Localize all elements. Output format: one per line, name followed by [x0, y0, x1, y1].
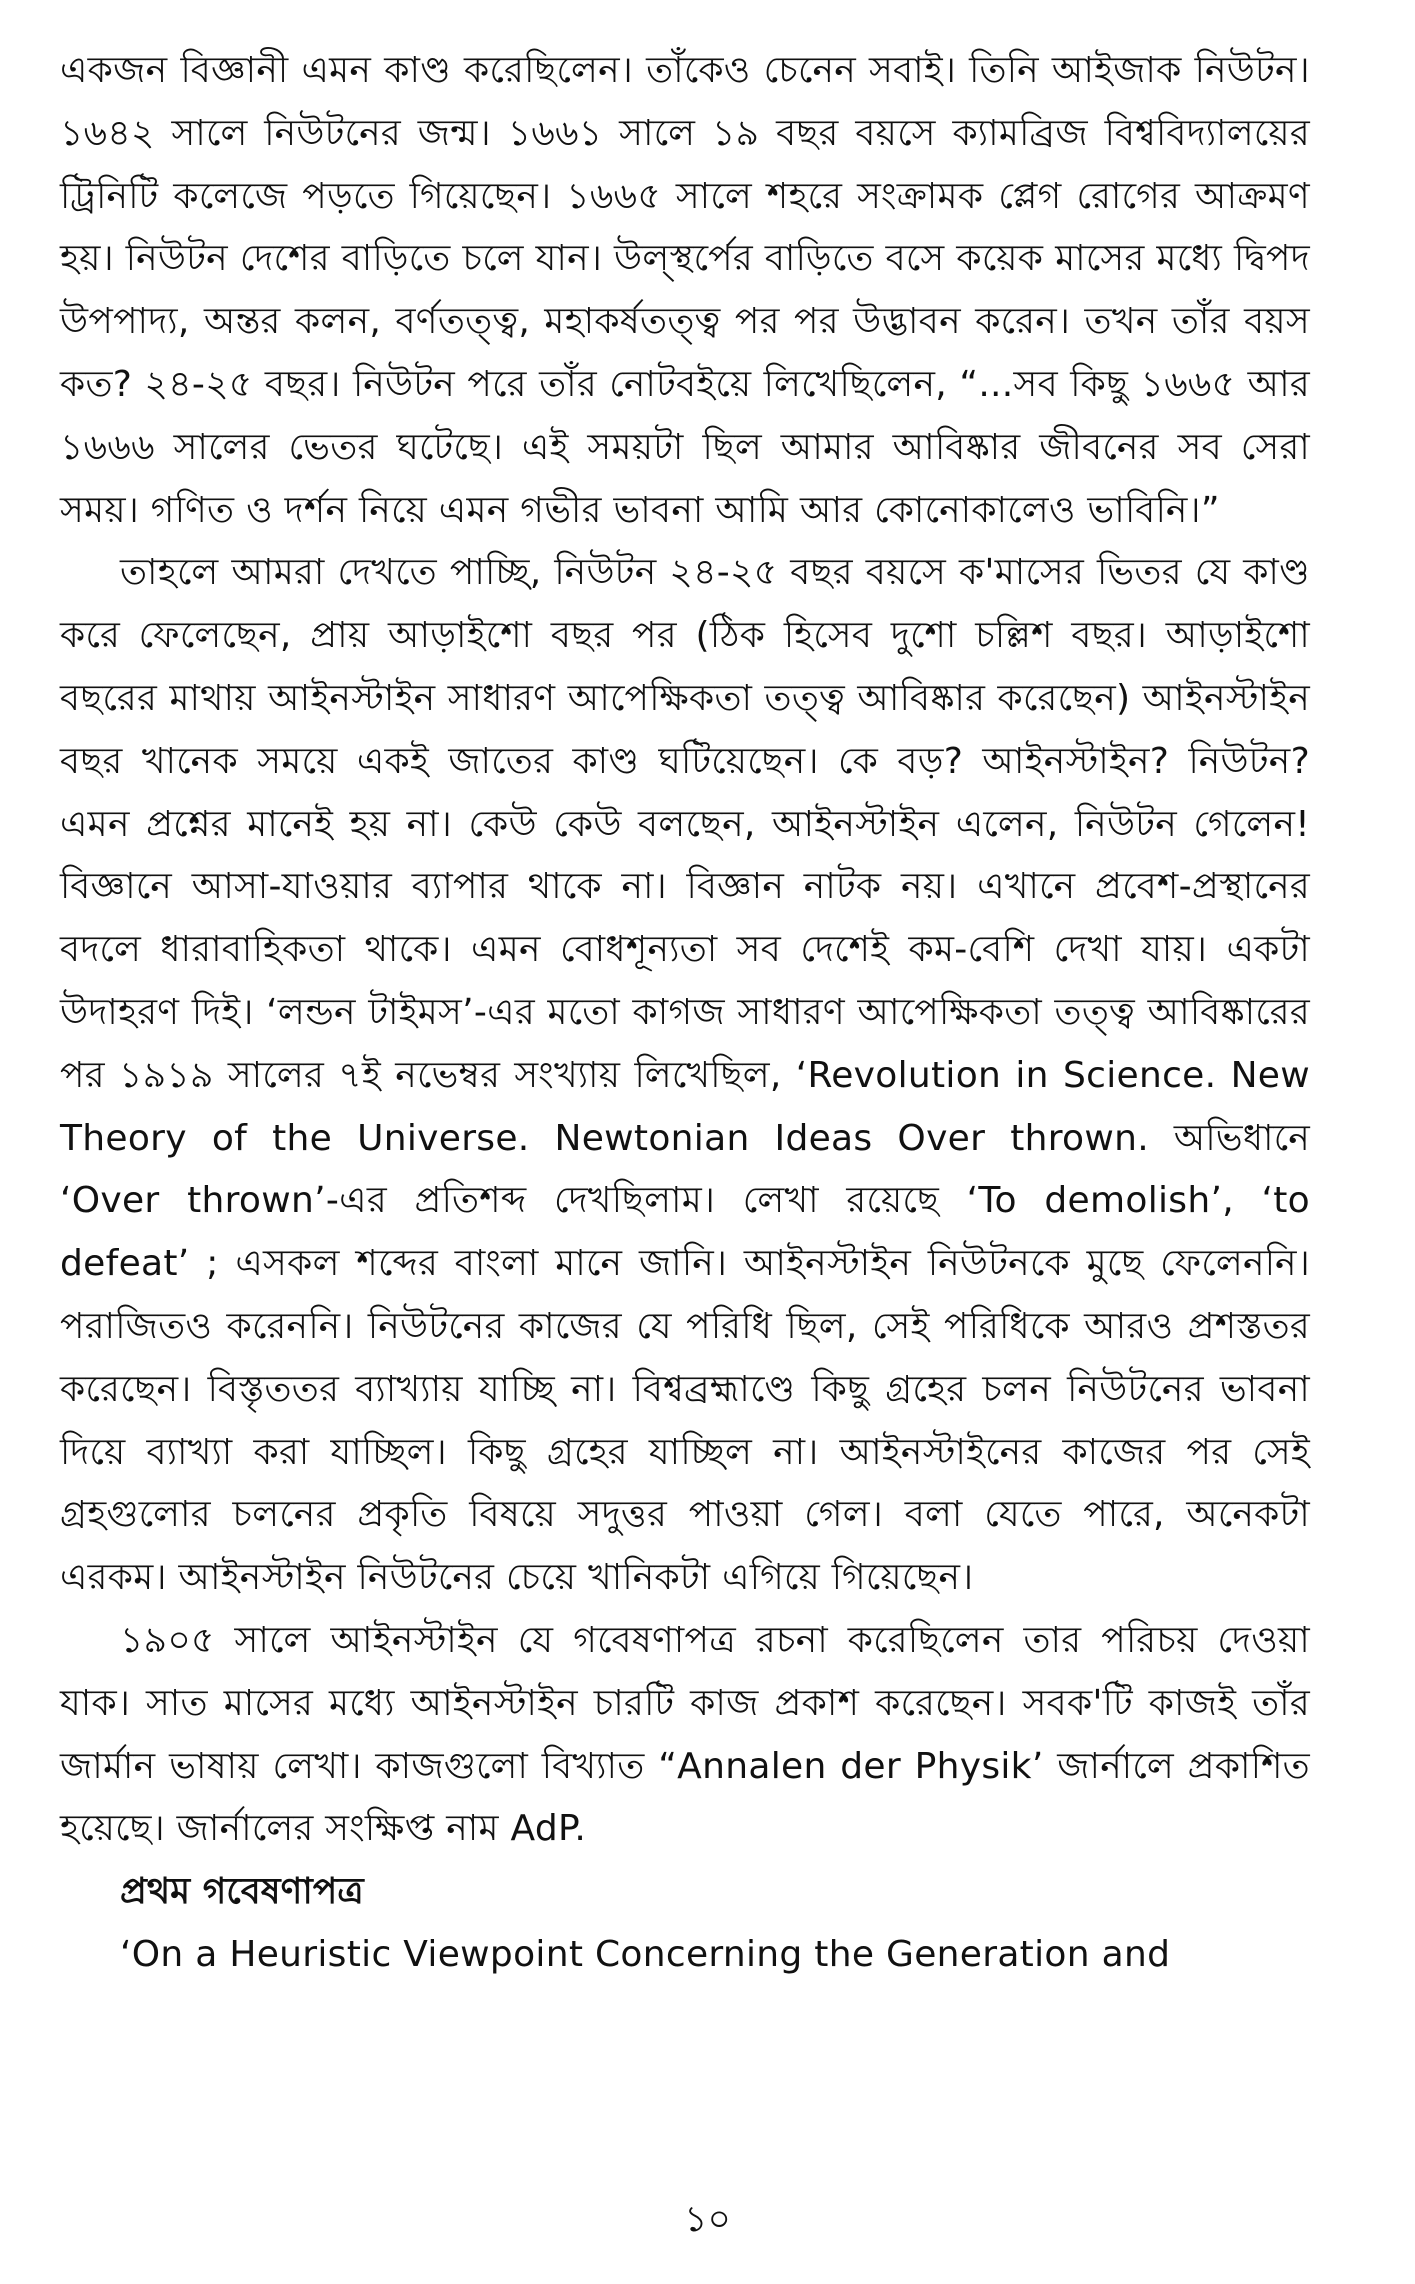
page-number: ১০	[684, 2199, 731, 2240]
section-heading: প্রথম গবেষণাপত্র	[120, 1871, 364, 1913]
paragraph-comparison: তাহলে আমরা দেখতে পাচ্ছি, নিউটন ২৪-২৫ বছর বয়সে ক'মাসের ভিতর যে কাণ্ড করে ফেলেছেন, প্রায় আড়াইশো বছর পর (ঠিক হিসেব দুশো চল্লিশ বছর। আড়াইশো বছরের মাথায় আইনস্টাইন সাধারণ আপেক্ষিকতা তত্ত্ব আবিষ্কার করেছেন) আইনস্টাইন বছর খানেক সময়ে একই জাতের কাণ্ড ঘটিয়েছেন। কে বড়? আইনস্টাইন? নিউটন? এমন প্রশ্নের মানেই হয় না। কেউ কেউ বলছেন, আইনস্টাইন এলেন, নিউটন গেলেন! বিজ্ঞানে আসা-যাওয়ার ব্যাপার থাকে না। বিজ্ঞান নাটক নয়। এখানে প্রবেশ-প্রস্থানের বদলে ধারাবাহিকতা থাকে। এমন বোধশূন্যতা সব দেশেই কম-বেশি দেখা যায়। একটা উদাহরণ দিই। ‘লন্ডন টাইমস’-এর মতো কাগজ সাধারণ আপেক্ষিকতা তত্ত্ব আবিষ্কারের পর ১৯১৯ সালের ৭ই নভেম্বর সংখ্যায় লিখেছিল, ‘Revolution in Science. New Theory of the Universe. Newtonian Ideas Over thrown. অভিধানে ‘Over thrown’-এর প্রতিশব্দ দেখছিলাম। লেখা রয়েছে ‘To demolish’, ‘to defeat’ ; এসকল শব্দের বাংলা মানে জানি। আইনস্টাইন নিউটনকে মুছে ফেলেননি। পরাজিতও করেননি। নিউটনের কাজের যে পরিধি ছিল, সেই পরিধিকে আরও প্রশস্ততর করেছেন। বিস্তৃততর ব্যাখ্যায় যাচ্ছি না। বিশ্বব্রহ্মাণ্ডে কিছু গ্রহের চলন নিউটনের ভাবনা দিয়ে ব্যাখ্যা করা যাচ্ছিল। কিছু গ্রহের যাচ্ছিল না। আইনস্টাইনের কাজের পর সেই গ্রহগুলোর চলনের প্রকৃতি বিষয়ে সদুত্তর পাওয়া গেল। বলা যেতে পারে, অনেকটা এরকম। আইনস্টাইন নিউটনের চেয়ে খানিকটা এগিয়ে গিয়েছেন।	[60, 552, 1310, 1599]
paragraph-newton: একজন বিজ্ঞানী এমন কাণ্ড করেছিলেন। তাঁকেও চেনেন সবাই। তিনি আইজাক নিউটন। ১৬৪২ সালে নিউটনের জন্ম। ১৬৬১ সালে ১৯ বছর বয়সে ক্যামব্রিজ বিশ্ববিদ্যালয়ের ট্রিনিটি কলেজে পড়তে গিয়েছেন। ১৬৬৫ সালে শহরে সংক্রামক প্লেগ রোগের আক্রমণ হয়। নিউটন দেশের বাড়িতে চলে যান। উল্‌স্থর্পের বাড়িতে বসে কয়েক মাসের মধ্যে দ্বিপদ উপপাদ্য, অন্তর কলন, বর্ণতত্ত্ব, মহাকর্ষতত্ত্ব পর পর উদ্ভাবন করেন। তখন তাঁর বয়স কত? ২৪-২৫ বছর। নিউটন পরে তাঁর নোটবইয়ে লিখেছিলেন, “...সব কিছু ১৬৬৫ আর ১৬৬৬ সালের ভেতর ঘটেছে। এই সময়টা ছিল আমার আবিষ্কার জীবনের সব সেরা সময়। গণিত ও দর্শন নিয়ে এমন গভীর ভাবনা আমি আর কোনোকালেও ভাবিনি।”	[60, 50, 1310, 531]
paragraph-first-paper-title: ‘On a Heuristic Viewpoint Concerning the Generation and	[120, 1933, 1171, 1975]
paragraph-1905-papers: ১৯০৫ সালে আইনস্টাইন যে গবেষণাপত্র রচনা করেছিলেন তার পরিচয় দেওয়া যাক। সাত মাসের মধ্যে আইনস্টাইন চারটি কাজ প্রকাশ করেছেন। সবক'টি কাজই তাঁর জার্মান ভাষায় লেখা। কাজগুলো বিখ্যাত “Annalen der Physik’ জার্নালে প্রকাশিত হয়েছে। জার্নালের সংক্ষিপ্ত নাম AdP.	[60, 1619, 1310, 1850]
